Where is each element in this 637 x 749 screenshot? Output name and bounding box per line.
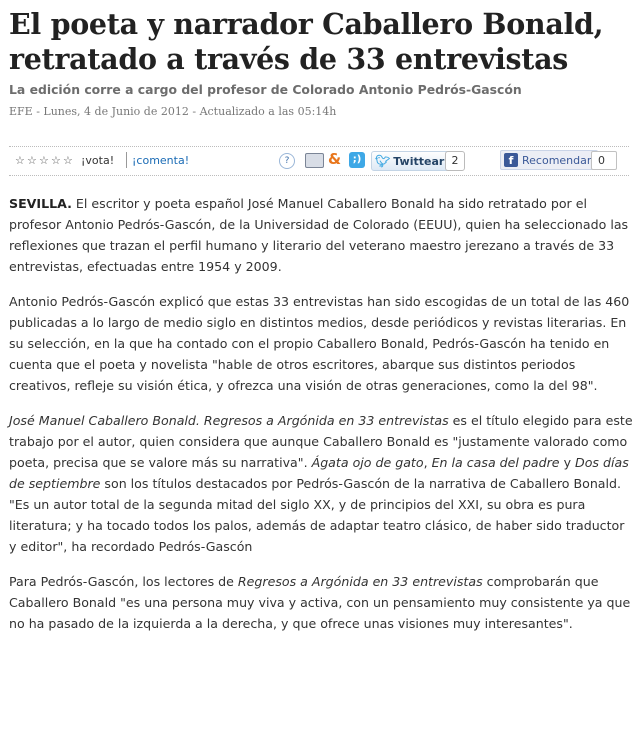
- paragraph-text: El escritor y poeta español José Manuel Caballero Bonald ha sido retratado por el profesor Antonio Pedrós-Gascón, de la Universidad de Colorado (EEUU), quien ha seleccionado las reflexiones que trazan el perfil humano y literario del veterano maestro jerezano a través de 33 entrevistas, efectuadas entre 1954 y 2009.: [9, 196, 629, 274]
- paragraph: [9, 193, 634, 277]
- dateline-date: Lunes, 4 de Junio de 2012: [43, 105, 189, 118]
- book-title: Ágata ojo de gato: [311, 455, 424, 470]
- facebook-icon: f: [504, 153, 518, 167]
- article-headline: El poeta y narrador Caballero Bonald, retratado a través de 33 entrevistas: [9, 7, 604, 76]
- twitter-button[interactable]: [371, 151, 450, 171]
- dateline-updated: Actualizado a las 05:14h: [199, 105, 337, 118]
- star-icon[interactable]: ☆: [51, 154, 61, 167]
- paragraph-text: Para Pedrós-Gascón, los lectores de: [9, 574, 238, 589]
- paragraph-text: es el título elegido para este trabajo por el autor, quien considera que aunque Caballero Bonald es "justamente valorado como poeta, precisa que se valore más su narrativa".: [9, 413, 633, 470]
- toolbar-divider: [126, 152, 127, 168]
- twitter-bird-icon: 🐦︎: [375, 154, 391, 168]
- star-icon[interactable]: ☆: [15, 154, 25, 167]
- city-lead: SEVILLA.: [9, 196, 72, 211]
- paragraph-text: son los títulos destacados por Pedrós-Gascón de la narrativa de Caballero Bonald. "Es un autor total de la segunda mitad del siglo XX, y de principios del XXI, su obra es pura literatura; y ha tocado todos los palos, además de adaptar teatro clásico, de haber sido traductor y editor", ha recordado Pedrós-Gascón: [9, 476, 625, 554]
- twitter-count: 2: [445, 151, 465, 171]
- book-title: En la casa del padre: [431, 455, 560, 470]
- vote-label: ¡vota!: [81, 154, 115, 167]
- book-title: Dos días de septiembre: [9, 455, 629, 491]
- email-icon[interactable]: [305, 153, 324, 168]
- book-title: José Manuel Caballero Bonald. Regresos a Argónida en 33 entrevistas: [9, 413, 449, 428]
- tuenti-icon[interactable]: ;): [349, 152, 365, 168]
- star-icon[interactable]: ☆: [39, 154, 49, 167]
- paragraph: Antonio Pedrós-Gascón explicó que estas 33 entrevistas han sido escogidas de un total de las 460 publicadas a lo largo de medio siglo en distintos medios, desde periódicos y revistas literarias. En su selección, en la que ha contado con el propio Caballero Bonald, Pedrós-Gascón ha tenido en cuenta que el poeta y novelista "hable de otros escritores, abarque sus distintos periodos creativos, refleje su visión ética, y ofrezca una visión de otras generaciones, como la del 98".: [9, 294, 630, 393]
- book-title: Regresos a Argónida en 33 entrevistas: [237, 574, 483, 589]
- rating-stars[interactable]: [15, 155, 74, 166]
- paragraph: [9, 571, 634, 634]
- twitter-button-label: Twittear: [393, 154, 445, 168]
- social-toolbar: [9, 146, 629, 176]
- article-dateline: EFE - Lunes, 4 de Junio de 2012 - Actualizado a las 05:14h: [9, 105, 337, 118]
- facebook-button-label: Recomendar: [522, 153, 592, 167]
- paragraph-text: comprobarán que Caballero Bonald "es una persona muy viva y activa, con un pensamiento muy consistente ya que no ha pasado de la izquierda a la derecha, y que ofrece unas visiones muy interesantes".: [9, 574, 631, 631]
- help-icon[interactable]: ?: [279, 153, 295, 169]
- paragraph: [9, 410, 634, 557]
- share-amp-icon[interactable]: &: [328, 150, 342, 168]
- facebook-count: 0: [591, 151, 617, 170]
- comment-link[interactable]: ¡comenta!: [132, 154, 190, 167]
- dateline-source: EFE: [9, 105, 33, 118]
- paragraph-text: y: [559, 455, 576, 470]
- facebook-recommend-button[interactable]: [500, 150, 598, 170]
- article-subtitle: La edición corre a cargo del profesor de Colorado Antonio Pedrós-Gascón: [9, 82, 522, 97]
- star-icon[interactable]: ☆: [27, 154, 37, 167]
- article-body: [9, 193, 634, 634]
- paragraph-text: ,: [423, 455, 432, 470]
- star-icon[interactable]: ☆: [63, 154, 73, 167]
